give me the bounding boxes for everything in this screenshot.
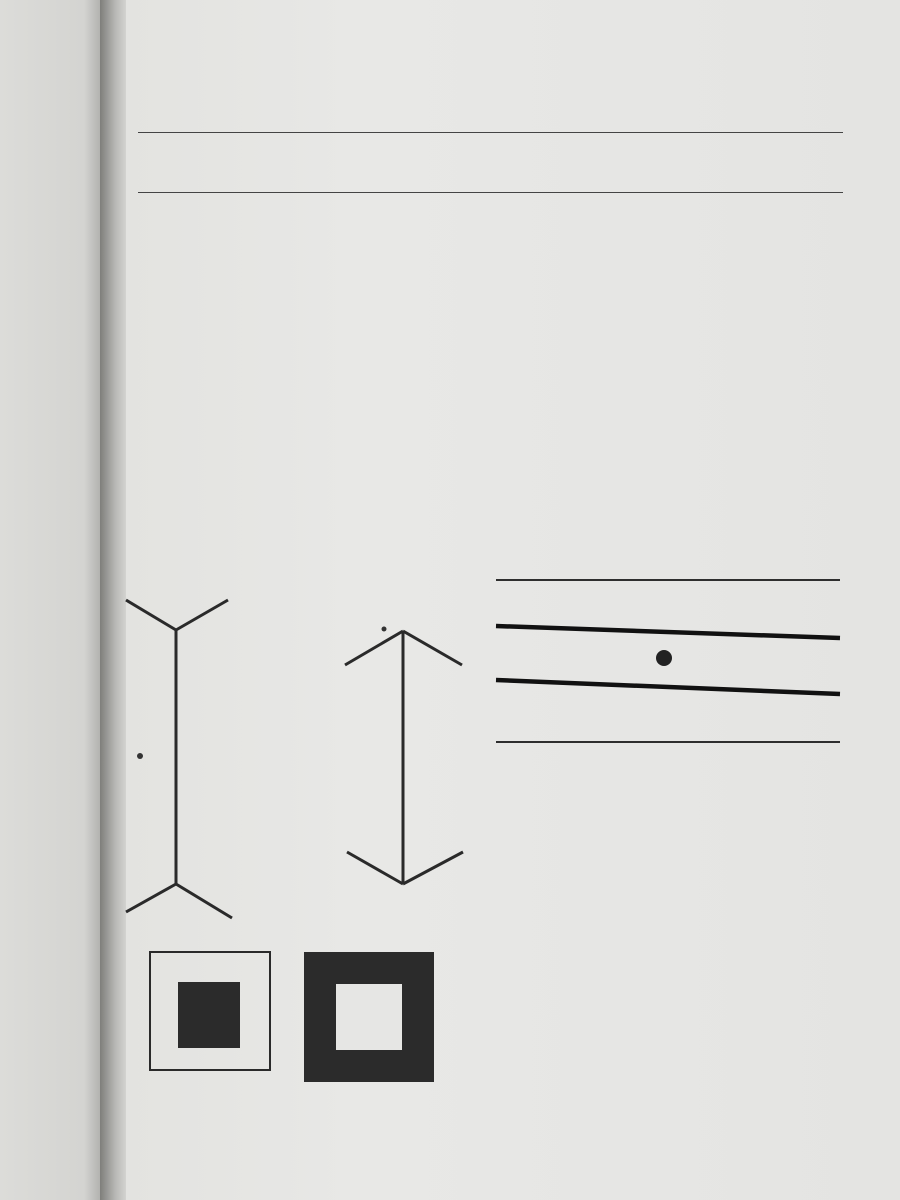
- muller-lyer-fins-out: [126, 600, 232, 918]
- square-size-illusion: [150, 952, 434, 1082]
- muller-lyer-fins-in: [345, 631, 463, 884]
